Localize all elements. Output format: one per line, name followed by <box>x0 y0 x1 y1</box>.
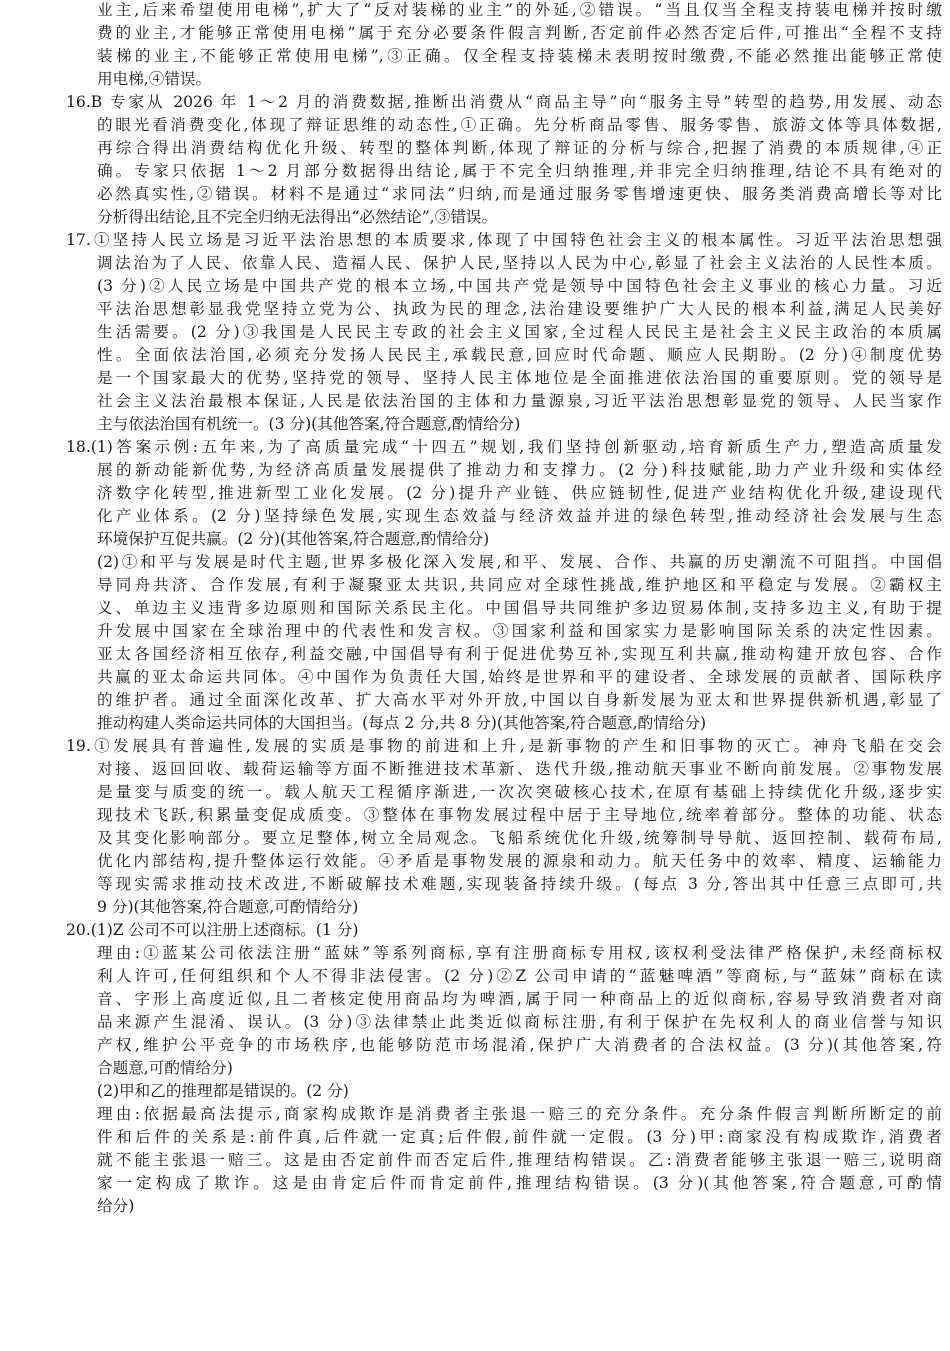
text-line: 理由:依据最高法提示,商家构成欺诈是消费者主张退一赔三的充分条件。充分条件假言判断所断定的前 <box>97 1105 942 1123</box>
text-line: 优化内部结构,提升整体运行效能。④矛盾是事物发展的源泉和动力。航天任务中的效率、精度、运输能力 <box>97 852 942 870</box>
text-line: 19.①发展具有普遍性,发展的实质是事物的前进和上升,是新事物的产生和旧事物的灭亡。神舟飞船在交会 <box>66 737 942 755</box>
text-line: (2)①和平与发展是时代主题,世界多极化深入发展,和平、发展、合作、共赢的历史潮流不可阻挡。中国倡 <box>97 553 942 571</box>
text-line: 亚太各国经济相互依存,利益交融,中国倡导有利于促进优势互补,实现互利共赢,推动构建开放包容、合作 <box>97 645 942 663</box>
text-line: 合题意,可酌情给分) <box>97 1059 233 1077</box>
text-line: 社会主义法治最根本保证,人民是依法治国的主体和力量源泉,习近平法治思想彰显党的领导、人民当家作 <box>97 392 942 410</box>
text-line: 调法治为了人民、依靠人民、造福人民、保护人民,坚持以人民为中心,彰显了社会主义法治的人民性本质。 <box>97 254 942 272</box>
text-line: 再综合得出消费结构优化升级、转型的整体判断,体现了辩证的分析与综合,把握了消费的本质规律,④正 <box>97 139 942 157</box>
text-line: 17.①坚持人民立场是习近平法治思想的本质要求,体现了中国特色社会主义的根本属性。习近平法治思想强 <box>66 231 942 249</box>
text-line: (3 分)②人民立场是中国共产党的根本立场,中国共产党是领导中国特色社会主义事业的核心力量。习近 <box>97 277 942 295</box>
text-line: 平法治思想彰显我党坚持立党为公、执政为民的理念,法治建设要维护广大人民的根本利益,满足人民美好 <box>97 300 942 318</box>
text-line: 生活需要。(2 分)③我国是人民民主专政的社会主义国家,全过程人民民主是社会主义民主政治的本质属 <box>97 323 942 341</box>
text-line: 主与依法治国有机统一。(3 分)(其他答案,符合题意,酌情给分) <box>97 415 521 433</box>
text-line: (2)甲和乙的推理都是错误的。(2 分) <box>97 1082 349 1100</box>
text-line: 20.(1)Z 公司不可以注册上述商标。(1 分) <box>66 921 359 939</box>
text-line: 等现实需求推动技术改进,不断破解技术难题,实现装备持续升级。(每点 3 分,答出其中任意三点即可,共 <box>97 875 942 893</box>
text-line: 业主,后来希望使用电梯”,扩大了“反对装梯的业主”的外延,②错误。“当且仅当全程支持装电梯并按时缴 <box>97 1 942 19</box>
text-line: 及其变化影响部分。要立足整体,树立全局观念。飞船系统优化升级,统筹制导导航、返回控制、载荷布局, <box>97 829 942 847</box>
text-line: 性。全面依法治国,必须充分发扬人民民主,承载民意,回应时代命题、顺应人民期盼。(2 分)④制度优势 <box>97 346 942 364</box>
text-line: 是一个国家最大的优势,坚持党的领导、坚持人民主体地位是全面推进依法治国的重要原则。党的领导是 <box>97 369 942 387</box>
text-line: 导同舟共济、合作发展,有利于凝聚亚太共识,共同应对全球性挑战,维护地区和平稳定与发展。②霸权主 <box>97 576 942 594</box>
text-line: 的眼光看消费变化,体现了辩证思维的动态性,①正确。先分析商品零售、服务零售、旅游文体等具体数据, <box>97 116 942 134</box>
text-line: 确。专家只依据 1～2 月部分数据得出结论,属于不完全归纳推理,并非完全归纳推理,结论不具有绝对的 <box>97 162 942 180</box>
text-line: 的维护者。通过全面深化改革、扩大高水平对外开放,中国以自身新发展为亚太和世界提供新机遇,彰显了 <box>97 691 942 709</box>
text-line: 现技术飞跃,积累量变促成质变。③整体在事物发展过程中居于主导地位,统率着部分。整体的功能、状态 <box>97 806 942 824</box>
text-line: 音、字形上高度近似,且二者核定使用商品均为啤酒,属于同一种商品上的近似商标,容易导致消费者对商 <box>97 990 942 1008</box>
text-line: 化产业体系。(2 分)坚持绿色发展,实现生态效益与经济效益并进的绿色转型,推动经济社会发展与生态 <box>97 507 942 525</box>
text-line: 展的新动能新优势,为经济高质量发展提供了推动力和支撑力。(2 分)科技赋能,助力产业升级和实体经 <box>97 461 942 479</box>
text-line: 16.B 专家从 2026 年 1～2 月的消费数据,推断出消费从“商品主导”向“服务主导”转型的趋势,用发展、动态 <box>66 93 942 111</box>
text-line: 必然真实性,②错误。材料不是通过“求同法”归纳,而是通过服务零售增速更快、服务类消费高增长等对比 <box>97 185 942 203</box>
text-line: 升发展中国家在全球治理中的代表性和发言权。③国家利益和国家实力是影响国际关系的决定性因素。 <box>97 622 942 640</box>
text-line: 用电梯,④错误。 <box>97 70 212 88</box>
text-line: 件和后件的关系是:前件真,后件就一定真;后件假,前件就一定假。(3 分)甲:商家没有构成欺诈,消费者 <box>97 1128 942 1146</box>
text-line: 费的业主,才能够正常使用电梯”属于充分必要条件假言判断,否定前件必然否定后件,可推出“全程不支持 <box>97 24 942 42</box>
text-line: 济数字化转型,推进新型工业化发展。(2 分)提升产业链、供应链韧性,促进产业结构优化升级,建设现代 <box>97 484 942 502</box>
text-line: 义、单边主义违背多边原则和国际关系民主化。中国倡导共同维护多边贸易体制,支持多边主义,有助于提 <box>97 599 942 617</box>
text-line: 是量变与质变的统一。载人航天工程循序渐进,一次次突破核心技术,在原有基础上持续优化升级,逐步实 <box>97 783 942 801</box>
text-line: 推动构建人类命运共同体的大国担当。(每点 2 分,共 8 分)(其他答案,符合题意,酌情给分) <box>97 714 707 732</box>
text-line: 分析得出结论,且不完全归纳无法得出“必然结论”,③错误。 <box>97 208 498 226</box>
text-line: 家一定构成了欺诈。这是由肯定后件而肯定前件,推理结构错误。(3 分)(其他答案,符合题意,可酌情 <box>97 1174 942 1192</box>
text-line: 产权,维护公平竞争的市场秩序,也能够防范市场混淆,保护广大消费者的合法权益。(3 分)(其他答案,符 <box>97 1036 942 1054</box>
text-line: 9 分)(其他答案,符合题意,可酌情给分) <box>97 898 359 916</box>
text-line: 对接、返回回收、载荷运输等方面不断推进技术革新、迭代升级,推动航天事业不断向前发展。②事物发展 <box>97 760 942 778</box>
text-line: 利人许可,任何组织和个人不得非法侵害。(2 分)②Z 公司申请的“蓝魅啤酒”等商标,与“蓝妹”商标在读 <box>97 967 942 985</box>
text-line: 18.(1)答案示例:五年来,为了高质量完成“十四五”规划,我们坚持创新驱动,培育新质生产力,塑造高质量发 <box>66 438 942 456</box>
text-line: 装梯的业主,不能够正常使用电梯”,③正确。仅全程支持装梯未表明按时缴费,不能必然推出能够正常使 <box>97 47 942 65</box>
text-line: 品来源产生混淆、误认。(3 分)③法律禁止此类近似商标注册,有利于保护在先权利人的商业信誉与知识 <box>97 1013 942 1031</box>
text-line: 就不能主张退一赔三。这是由否定前件而否定后件,推理结构错误。乙:消费者能够主张退一赔三,说明商 <box>97 1151 942 1169</box>
text-line: 给分) <box>97 1197 135 1215</box>
text-line: 理由:①蓝某公司依法注册“蓝妹”等系列商标,享有注册商标专用权,该权利受法律严格保护,未经商标权 <box>97 944 942 962</box>
text-line: 共赢的亚太命运共同体。④中国作为负责任大国,始终是世界和平的建设者、全球发展的贡献者、国际秩序 <box>97 668 942 686</box>
text-line: 环境保护互促共赢。(2 分)(其他答案,符合题意,酌情给分) <box>97 530 490 548</box>
